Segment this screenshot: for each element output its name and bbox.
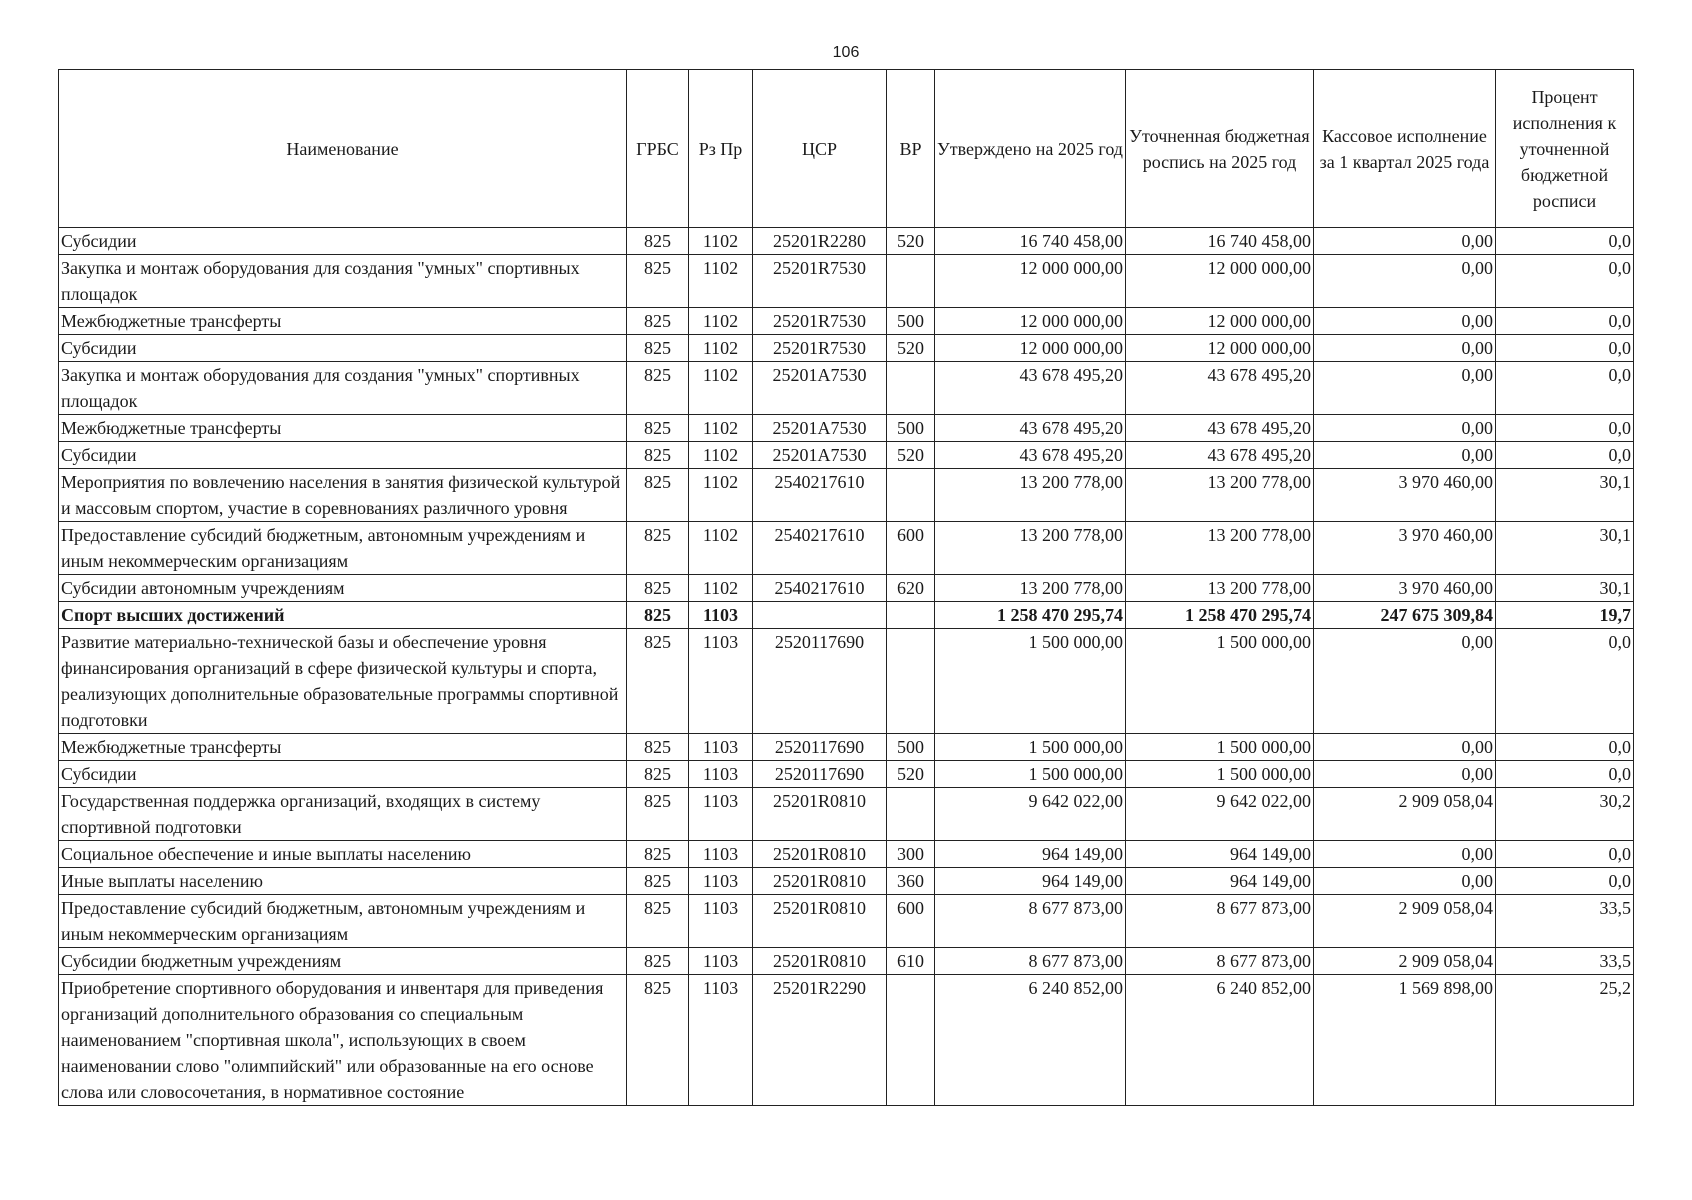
cell-grbs: 825: [627, 868, 689, 895]
cell-percent: 0,0: [1496, 868, 1634, 895]
cell-approved: 1 258 470 295,74: [935, 602, 1126, 629]
cell-vr: 520: [887, 761, 935, 788]
cell-csr: 25201A7530: [753, 415, 887, 442]
cell-approved: 43 678 495,20: [935, 415, 1126, 442]
cell-name: Иные выплаты населению: [59, 868, 627, 895]
cell-csr: 2540217610: [753, 575, 887, 602]
table-row: [59, 442, 1634, 469]
cell-approved: 13 200 778,00: [935, 469, 1126, 522]
cell-rzpr: 1103: [689, 975, 753, 1106]
cell-refined: 13 200 778,00: [1126, 575, 1314, 602]
cell-name: Субсидии: [59, 761, 627, 788]
cell-approved: 964 149,00: [935, 841, 1126, 868]
cell-refined: 8 677 873,00: [1126, 895, 1314, 948]
cell-percent: 0,0: [1496, 362, 1634, 415]
cell-grbs: 825: [627, 469, 689, 522]
cell-csr: 2520117690: [753, 629, 887, 734]
cell-csr: 2540217610: [753, 469, 887, 522]
header-grbs: ГРБС: [627, 70, 689, 228]
cell-percent: 30,1: [1496, 469, 1634, 522]
table-row: [59, 362, 1634, 415]
cell-cash: 0,00: [1314, 761, 1496, 788]
table-row: [59, 522, 1634, 575]
cell-name: Межбюджетные трансферты: [59, 308, 627, 335]
cell-cash: 2 909 058,04: [1314, 788, 1496, 841]
cell-name: Межбюджетные трансферты: [59, 415, 627, 442]
cell-cash: 0,00: [1314, 308, 1496, 335]
cell-cash: 0,00: [1314, 362, 1496, 415]
cell-vr: 520: [887, 442, 935, 469]
cell-approved: 13 200 778,00: [935, 575, 1126, 602]
cell-name: Предоставление субсидий бюджетным, автономным учреждениям и иным некоммерческим организациям: [59, 522, 627, 575]
cell-rzpr: 1102: [689, 335, 753, 362]
cell-refined: 43 678 495,20: [1126, 362, 1314, 415]
cell-grbs: 825: [627, 841, 689, 868]
cell-name: Спорт высших достижений: [59, 602, 627, 629]
cell-percent: 25,2: [1496, 975, 1634, 1106]
header-csr: ЦСР: [753, 70, 887, 228]
cell-approved: 12 000 000,00: [935, 335, 1126, 362]
table-row: [59, 734, 1634, 761]
cell-rzpr: 1103: [689, 602, 753, 629]
cell-rzpr: 1102: [689, 415, 753, 442]
cell-grbs: 825: [627, 734, 689, 761]
cell-rzpr: 1102: [689, 575, 753, 602]
cell-vr: [887, 975, 935, 1106]
table-row: [59, 228, 1634, 255]
cell-csr: [753, 602, 887, 629]
cell-grbs: 825: [627, 362, 689, 415]
cell-cash: 0,00: [1314, 415, 1496, 442]
budget-table: [58, 69, 1634, 1106]
table-row: [59, 788, 1634, 841]
table-row: [59, 841, 1634, 868]
header-vr: ВР: [887, 70, 935, 228]
cell-approved: 8 677 873,00: [935, 895, 1126, 948]
cell-grbs: 825: [627, 895, 689, 948]
cell-csr: 25201R7530: [753, 335, 887, 362]
cell-refined: 13 200 778,00: [1126, 469, 1314, 522]
cell-vr: 610: [887, 948, 935, 975]
table-row: [59, 975, 1634, 1106]
cell-csr: 25201A7530: [753, 442, 887, 469]
cell-approved: 8 677 873,00: [935, 948, 1126, 975]
cell-approved: 12 000 000,00: [935, 255, 1126, 308]
table-body: [59, 228, 1634, 1106]
cell-percent: 0,0: [1496, 415, 1634, 442]
cell-cash: 2 909 058,04: [1314, 948, 1496, 975]
cell-name: Социальное обеспечение и иные выплаты населению: [59, 841, 627, 868]
cell-grbs: 825: [627, 442, 689, 469]
cell-refined: 12 000 000,00: [1126, 335, 1314, 362]
cell-name: Закупка и монтаж оборудования для создания "умных" спортивных площадок: [59, 362, 627, 415]
cell-cash: 2 909 058,04: [1314, 895, 1496, 948]
cell-grbs: 825: [627, 948, 689, 975]
header-cash: Кассовое исполнение за 1 квартал 2025 года: [1314, 70, 1496, 228]
cell-rzpr: 1103: [689, 788, 753, 841]
cell-vr: 600: [887, 522, 935, 575]
cell-percent: 0,0: [1496, 442, 1634, 469]
cell-csr: 25201R0810: [753, 948, 887, 975]
cell-rzpr: 1102: [689, 308, 753, 335]
cell-refined: 8 677 873,00: [1126, 948, 1314, 975]
cell-percent: 0,0: [1496, 761, 1634, 788]
cell-percent: 30,2: [1496, 788, 1634, 841]
cell-percent: 0,0: [1496, 308, 1634, 335]
cell-cash: 0,00: [1314, 841, 1496, 868]
header-name: Наименование: [59, 70, 627, 228]
header-rzpr: Рз Пр: [689, 70, 753, 228]
cell-rzpr: 1102: [689, 255, 753, 308]
cell-rzpr: 1103: [689, 629, 753, 734]
cell-percent: 19,7: [1496, 602, 1634, 629]
cell-refined: 1 500 000,00: [1126, 629, 1314, 734]
table-row: [59, 868, 1634, 895]
cell-percent: 30,1: [1496, 575, 1634, 602]
cell-percent: 0,0: [1496, 255, 1634, 308]
table-row: [59, 308, 1634, 335]
table-row: [59, 948, 1634, 975]
cell-percent: 0,0: [1496, 335, 1634, 362]
cell-approved: 6 240 852,00: [935, 975, 1126, 1106]
cell-refined: 16 740 458,00: [1126, 228, 1314, 255]
cell-csr: 25201R2280: [753, 228, 887, 255]
cell-csr: 25201R2290: [753, 975, 887, 1106]
cell-rzpr: 1102: [689, 469, 753, 522]
table-row: [59, 602, 1634, 629]
cell-name: Субсидии бюджетным учреждениям: [59, 948, 627, 975]
cell-cash: 0,00: [1314, 335, 1496, 362]
cell-refined: 43 678 495,20: [1126, 415, 1314, 442]
header-refined: Уточненная бюджетная роспись на 2025 год: [1126, 70, 1314, 228]
cell-name: Субсидии: [59, 228, 627, 255]
cell-name: Развитие материально-технической базы и обеспечение уровня финансирования организаций в сфере физической культуры и спорта, реализующих дополнительные образовательные программы спортивной подготовки: [59, 629, 627, 734]
cell-vr: 300: [887, 841, 935, 868]
cell-grbs: 825: [627, 308, 689, 335]
cell-rzpr: 1103: [689, 734, 753, 761]
cell-grbs: 825: [627, 629, 689, 734]
cell-name: Мероприятия по вовлечению населения в занятия физической культурой и массовым спортом, участие в соревнованиях различного уровня: [59, 469, 627, 522]
cell-vr: 520: [887, 228, 935, 255]
cell-approved: 16 740 458,00: [935, 228, 1126, 255]
cell-cash: 0,00: [1314, 868, 1496, 895]
cell-name: Приобретение спортивного оборудования и инвентаря для приведения организаций дополнительного образования со специальным наименованием "спортивная школа", использующих в своем наименовании слово "олимпийский" или образованные на его основе слова или словосочетания, в нормативное состояние: [59, 975, 627, 1106]
cell-csr: 2520117690: [753, 734, 887, 761]
cell-vr: 500: [887, 308, 935, 335]
cell-cash: 0,00: [1314, 629, 1496, 734]
cell-percent: 30,1: [1496, 522, 1634, 575]
cell-name: Закупка и монтаж оборудования для создания "умных" спортивных площадок: [59, 255, 627, 308]
cell-csr: 25201R0810: [753, 841, 887, 868]
cell-name: Государственная поддержка организаций, входящих в систему спортивной подготовки: [59, 788, 627, 841]
cell-approved: 13 200 778,00: [935, 522, 1126, 575]
cell-vr: [887, 469, 935, 522]
cell-vr: [887, 629, 935, 734]
table-header-row: [59, 70, 1634, 228]
cell-refined: 1 500 000,00: [1126, 734, 1314, 761]
cell-approved: 43 678 495,20: [935, 442, 1126, 469]
table-row: [59, 335, 1634, 362]
cell-vr: [887, 788, 935, 841]
cell-csr: 25201R0810: [753, 895, 887, 948]
cell-rzpr: 1102: [689, 228, 753, 255]
cell-csr: 25201R7530: [753, 308, 887, 335]
table-row: [59, 469, 1634, 522]
cell-percent: 0,0: [1496, 629, 1634, 734]
cell-grbs: 825: [627, 228, 689, 255]
cell-approved: 9 642 022,00: [935, 788, 1126, 841]
cell-csr: 25201R0810: [753, 788, 887, 841]
table-row: [59, 415, 1634, 442]
cell-percent: 0,0: [1496, 228, 1634, 255]
cell-cash: 0,00: [1314, 228, 1496, 255]
table-row: [59, 629, 1634, 734]
cell-grbs: 825: [627, 522, 689, 575]
cell-refined: 12 000 000,00: [1126, 308, 1314, 335]
cell-refined: 12 000 000,00: [1126, 255, 1314, 308]
cell-refined: 43 678 495,20: [1126, 442, 1314, 469]
cell-refined: 964 149,00: [1126, 841, 1314, 868]
table-row: [59, 761, 1634, 788]
cell-vr: [887, 362, 935, 415]
cell-csr: 25201A7530: [753, 362, 887, 415]
table-row: [59, 255, 1634, 308]
cell-approved: 1 500 000,00: [935, 629, 1126, 734]
cell-name: Субсидии автономным учреждениям: [59, 575, 627, 602]
cell-approved: 964 149,00: [935, 868, 1126, 895]
cell-percent: 33,5: [1496, 948, 1634, 975]
cell-vr: 620: [887, 575, 935, 602]
cell-vr: [887, 602, 935, 629]
cell-vr: 520: [887, 335, 935, 362]
cell-percent: 33,5: [1496, 895, 1634, 948]
cell-approved: 1 500 000,00: [935, 761, 1126, 788]
cell-refined: 964 149,00: [1126, 868, 1314, 895]
cell-csr: 2520117690: [753, 761, 887, 788]
cell-cash: 3 970 460,00: [1314, 522, 1496, 575]
cell-csr: 2540217610: [753, 522, 887, 575]
cell-cash: 0,00: [1314, 255, 1496, 308]
cell-name: Предоставление субсидий бюджетным, автономным учреждениям и иным некоммерческим организациям: [59, 895, 627, 948]
header-percent: Процент исполнения к уточненной бюджетной росписи: [1496, 70, 1634, 228]
cell-grbs: 825: [627, 975, 689, 1106]
cell-approved: 12 000 000,00: [935, 308, 1126, 335]
cell-cash: 3 970 460,00: [1314, 575, 1496, 602]
table-row: [59, 575, 1634, 602]
cell-rzpr: 1103: [689, 868, 753, 895]
cell-grbs: 825: [627, 761, 689, 788]
cell-refined: 6 240 852,00: [1126, 975, 1314, 1106]
cell-rzpr: 1103: [689, 841, 753, 868]
cell-name: Субсидии: [59, 442, 627, 469]
cell-rzpr: 1103: [689, 895, 753, 948]
cell-cash: 3 970 460,00: [1314, 469, 1496, 522]
cell-name: Межбюджетные трансферты: [59, 734, 627, 761]
cell-grbs: 825: [627, 335, 689, 362]
cell-rzpr: 1102: [689, 522, 753, 575]
cell-rzpr: 1103: [689, 761, 753, 788]
header-approved: Утверждено на 2025 год: [935, 70, 1126, 228]
cell-approved: 1 500 000,00: [935, 734, 1126, 761]
table-row: [59, 895, 1634, 948]
cell-vr: 500: [887, 734, 935, 761]
cell-refined: 1 258 470 295,74: [1126, 602, 1314, 629]
cell-name: Субсидии: [59, 335, 627, 362]
cell-cash: 1 569 898,00: [1314, 975, 1496, 1106]
cell-cash: 247 675 309,84: [1314, 602, 1496, 629]
cell-grbs: 825: [627, 415, 689, 442]
cell-cash: 0,00: [1314, 442, 1496, 469]
cell-vr: 600: [887, 895, 935, 948]
cell-cash: 0,00: [1314, 734, 1496, 761]
cell-percent: 0,0: [1496, 734, 1634, 761]
cell-vr: 500: [887, 415, 935, 442]
cell-approved: 43 678 495,20: [935, 362, 1126, 415]
cell-rzpr: 1102: [689, 442, 753, 469]
cell-csr: 25201R7530: [753, 255, 887, 308]
cell-grbs: 825: [627, 602, 689, 629]
cell-refined: 13 200 778,00: [1126, 522, 1314, 575]
cell-grbs: 825: [627, 255, 689, 308]
cell-csr: 25201R0810: [753, 868, 887, 895]
cell-vr: [887, 255, 935, 308]
cell-grbs: 825: [627, 575, 689, 602]
cell-percent: 0,0: [1496, 841, 1634, 868]
cell-rzpr: 1103: [689, 948, 753, 975]
cell-vr: 360: [887, 868, 935, 895]
cell-refined: 9 642 022,00: [1126, 788, 1314, 841]
cell-grbs: 825: [627, 788, 689, 841]
cell-refined: 1 500 000,00: [1126, 761, 1314, 788]
cell-rzpr: 1102: [689, 362, 753, 415]
page-number: 106: [832, 44, 860, 61]
